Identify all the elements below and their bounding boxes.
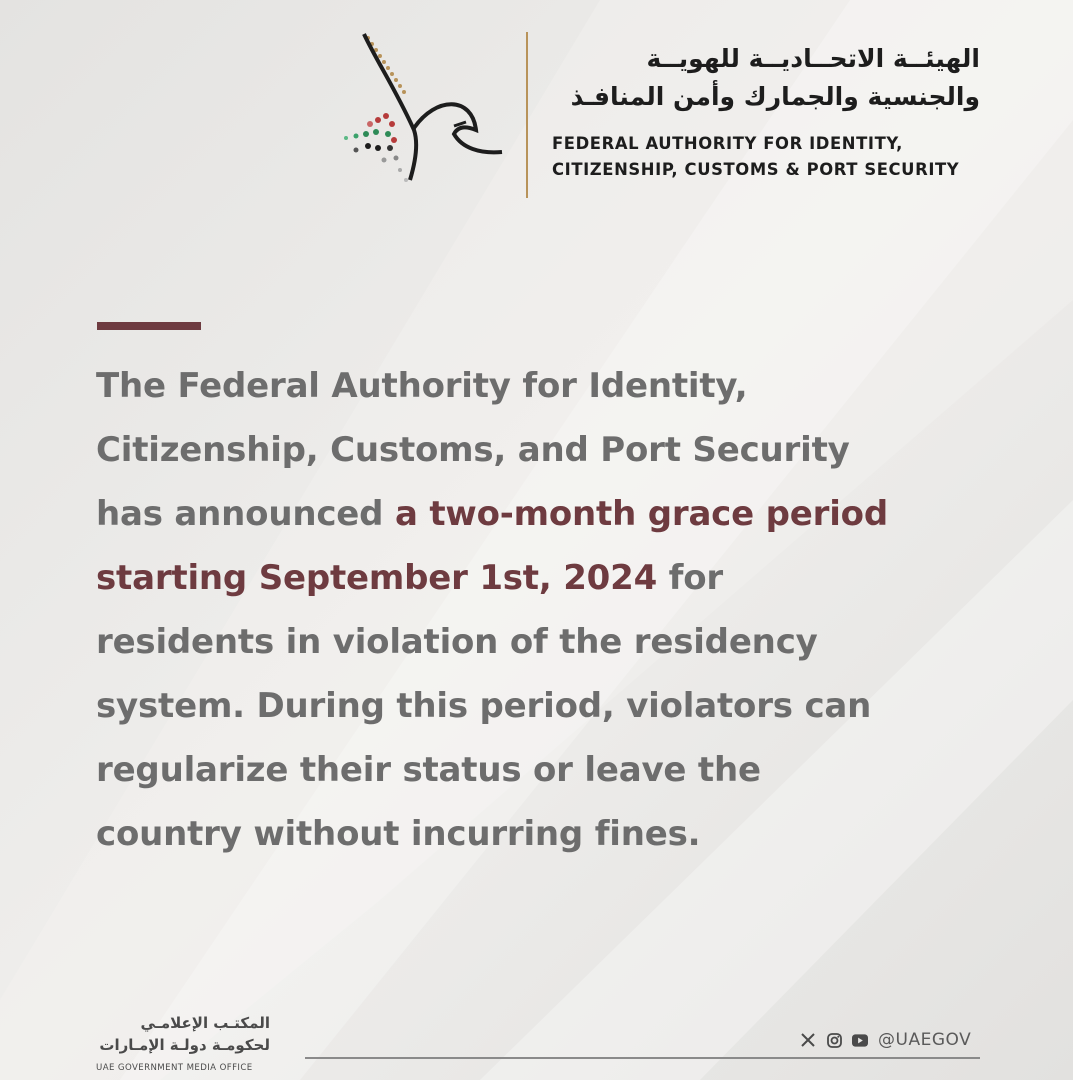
body-text-plain: has announced bbox=[96, 494, 395, 534]
body-line: system. During this period, violators can bbox=[96, 686, 872, 726]
highlight-start-date: starting September 1st, 2024 bbox=[96, 558, 658, 598]
falcon-logo-icon bbox=[326, 30, 516, 190]
logo-divider bbox=[526, 32, 528, 198]
youtube-icon[interactable] bbox=[852, 1032, 868, 1048]
body-line bbox=[96, 482, 996, 546]
body-line: Citizenship, Customs, and Port Security bbox=[96, 430, 850, 470]
body-line: regularize their status or leave the bbox=[96, 750, 761, 790]
authority-name-english-line1: FEDERAL AUTHORITY FOR IDENTITY, bbox=[552, 134, 903, 153]
footer-divider bbox=[305, 1057, 980, 1059]
body-text-plain: for bbox=[657, 558, 724, 598]
social-links bbox=[800, 1028, 971, 1052]
body-line: country without incurring fines. bbox=[96, 814, 701, 854]
x-icon[interactable] bbox=[800, 1032, 816, 1048]
highlight-grace-period: a two-month grace period bbox=[394, 494, 888, 534]
authority-name-arabic-line1: الهيئــة الاتحــاديــة للهويــة bbox=[646, 44, 980, 73]
media-office-arabic-line2: لحكومـة دولـة الإمـارات bbox=[99, 1036, 270, 1054]
body-line: The Federal Authority for Identity, bbox=[96, 366, 748, 406]
announcement-text bbox=[96, 354, 996, 866]
media-office-arabic-line1: المكتـب الإعلامـي bbox=[140, 1014, 270, 1032]
social-handle[interactable]: @UAEGOV bbox=[878, 1030, 972, 1050]
authority-name-english-line2: CITIZENSHIP, CUSTOMS & PORT SECURITY bbox=[552, 160, 960, 179]
body-line: residents in violation of the residency bbox=[96, 622, 818, 662]
body-line bbox=[96, 546, 996, 610]
accent-bar bbox=[97, 322, 201, 330]
media-office-english: UAE GOVERNMENT MEDIA OFFICE bbox=[96, 1063, 253, 1073]
instagram-icon[interactable] bbox=[826, 1032, 842, 1048]
authority-name-arabic-line2: والجنسية والجمارك وأمن المنافـذ bbox=[570, 82, 980, 111]
